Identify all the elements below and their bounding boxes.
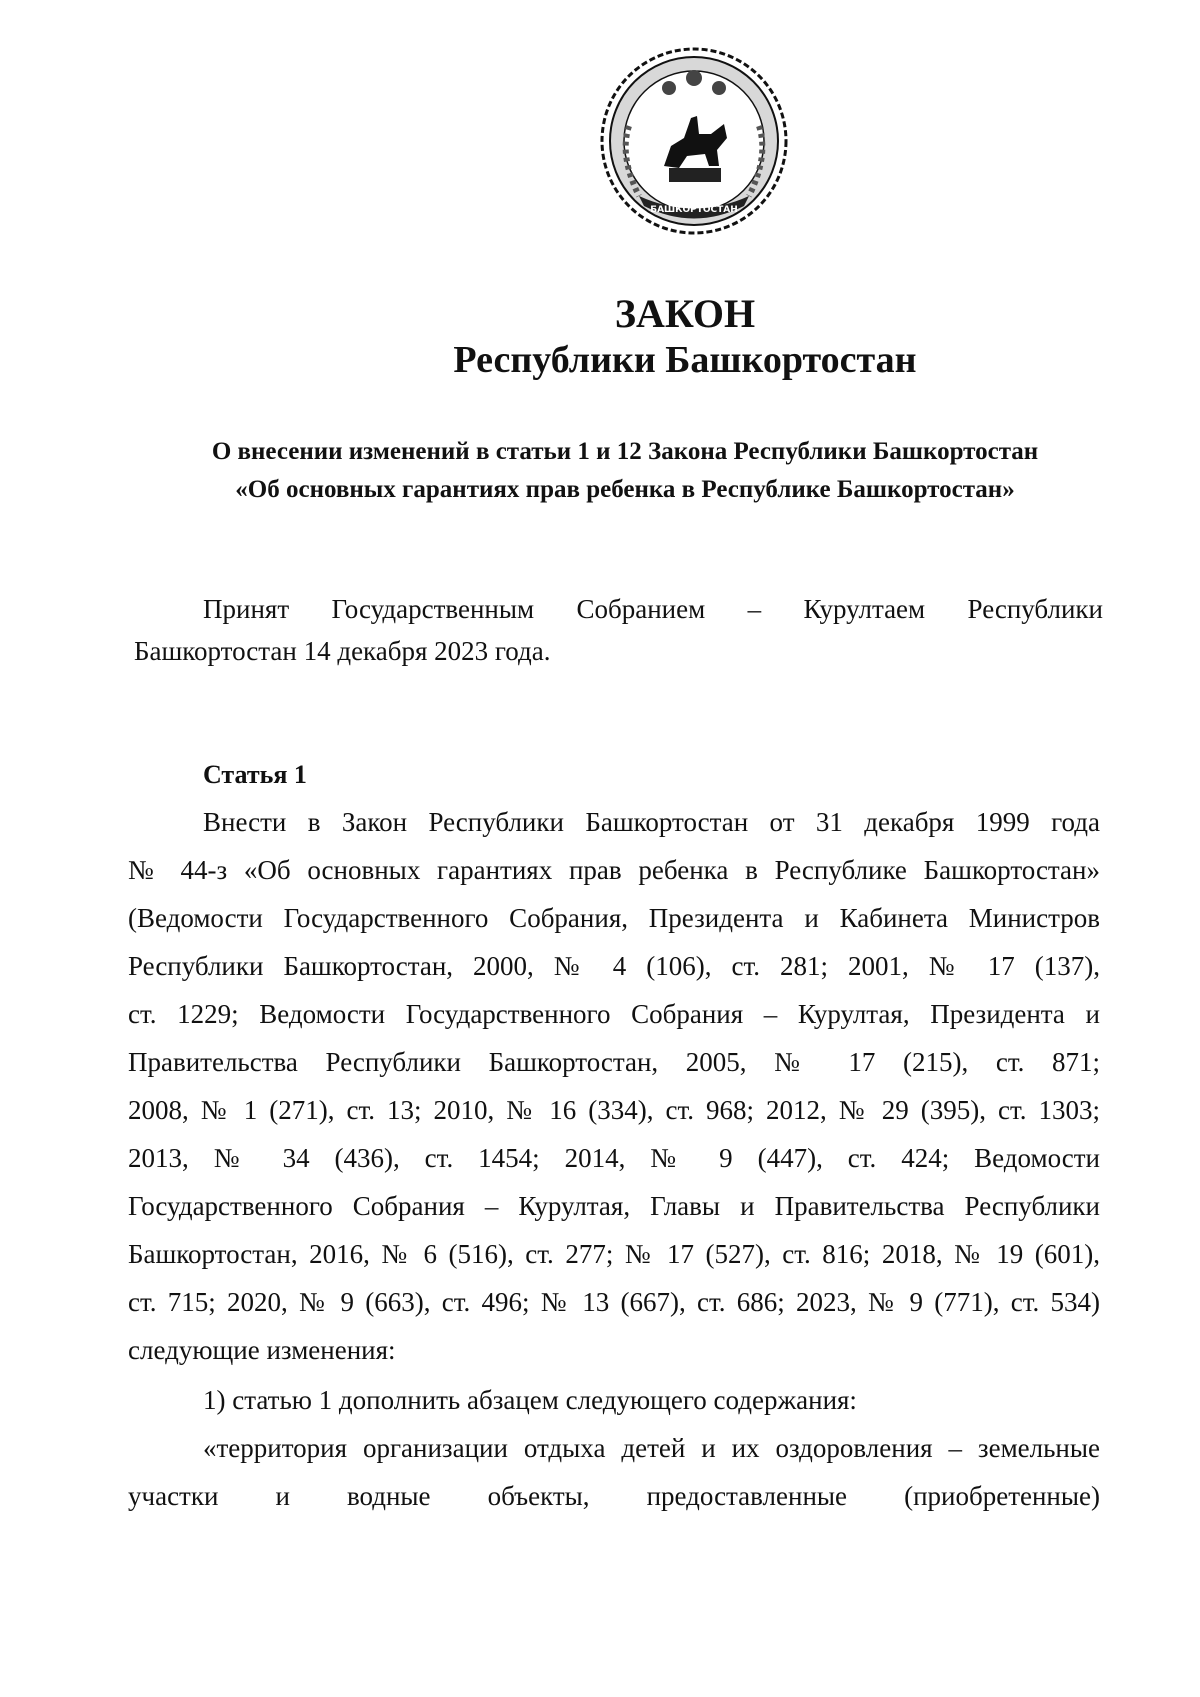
quote-line-1: «территория организации отдыха детей и их оздоровления – земельные <box>203 1433 1100 1463</box>
coat-of-arms-emblem <box>599 46 789 236</box>
article-1-heading: Статья 1 <box>203 760 307 789</box>
article-1-item-1: 1) статью 1 дополнить абзацем следующего содержания: <box>203 1385 857 1415</box>
article-1-line: Внести в Закон Республики Башкортостан от 31 декабря 1999 года <box>203 807 1100 837</box>
article-1-line: Республики Башкортостан, 2000, № 4 (106), ст. 281; 2001, № 17 (137), <box>128 951 1100 981</box>
article-1-line: Правительства Республики Башкортостан, 2005, № 17 (215), ст. 871; <box>128 1047 1100 1077</box>
article-1-line: ст. 1229; Ведомости Государственного Собрания – Курултая, Президента и <box>128 999 1100 1029</box>
emblem-ribbon-text: БАШКОРТОСТАН <box>650 205 738 215</box>
article-1-line: Государственного Собрания – Курултая, Главы и Правительства Республики <box>128 1191 1100 1221</box>
article-1-line: следующие изменения: <box>128 1335 396 1365</box>
article-1-line: 2013, № 34 (436), ст. 1454; 2014, № 9 (447), ст. 424; Ведомости <box>128 1143 1100 1173</box>
law-subtitle-line-1: О внесении изменений в статьи 1 и 12 Закона Республики Башкортостан <box>211 438 1039 465</box>
article-1-line: (Ведомости Государственного Собрания, Президента и Кабинета Министров <box>128 903 1100 933</box>
adoption-line-1: Принят Государственным Собранием – Курултаем Республики <box>203 594 1103 624</box>
republic-title: Республики Башкортостан <box>453 339 917 381</box>
law-subtitle-line-2: «Об основных гарантиях прав ребенка в Республике Башкортостан» <box>235 476 1015 503</box>
adoption-line-2: Башкортостан 14 декабря 2023 года. <box>134 636 551 666</box>
law-title: ЗАКОН <box>614 291 756 336</box>
quote-line-2: участки и водные объекты, предоставленные (приобретенные) <box>128 1481 1100 1511</box>
article-1-line: № 44-з «Об основных гарантиях прав ребенка в Республике Башкортостан» <box>128 855 1100 885</box>
article-1-line: ст. 715; 2020, № 9 (663), ст. 496; № 13 (667), ст. 686; 2023, № 9 (771), ст. 534) <box>128 1287 1100 1317</box>
article-1-line: Башкортостан, 2016, № 6 (516), ст. 277; № 17 (527), ст. 816; 2018, № 19 (601), <box>128 1239 1100 1269</box>
article-1-line: 2008, № 1 (271), ст. 13; 2010, № 16 (334), ст. 968; 2012, № 29 (395), ст. 1303; <box>128 1095 1100 1125</box>
